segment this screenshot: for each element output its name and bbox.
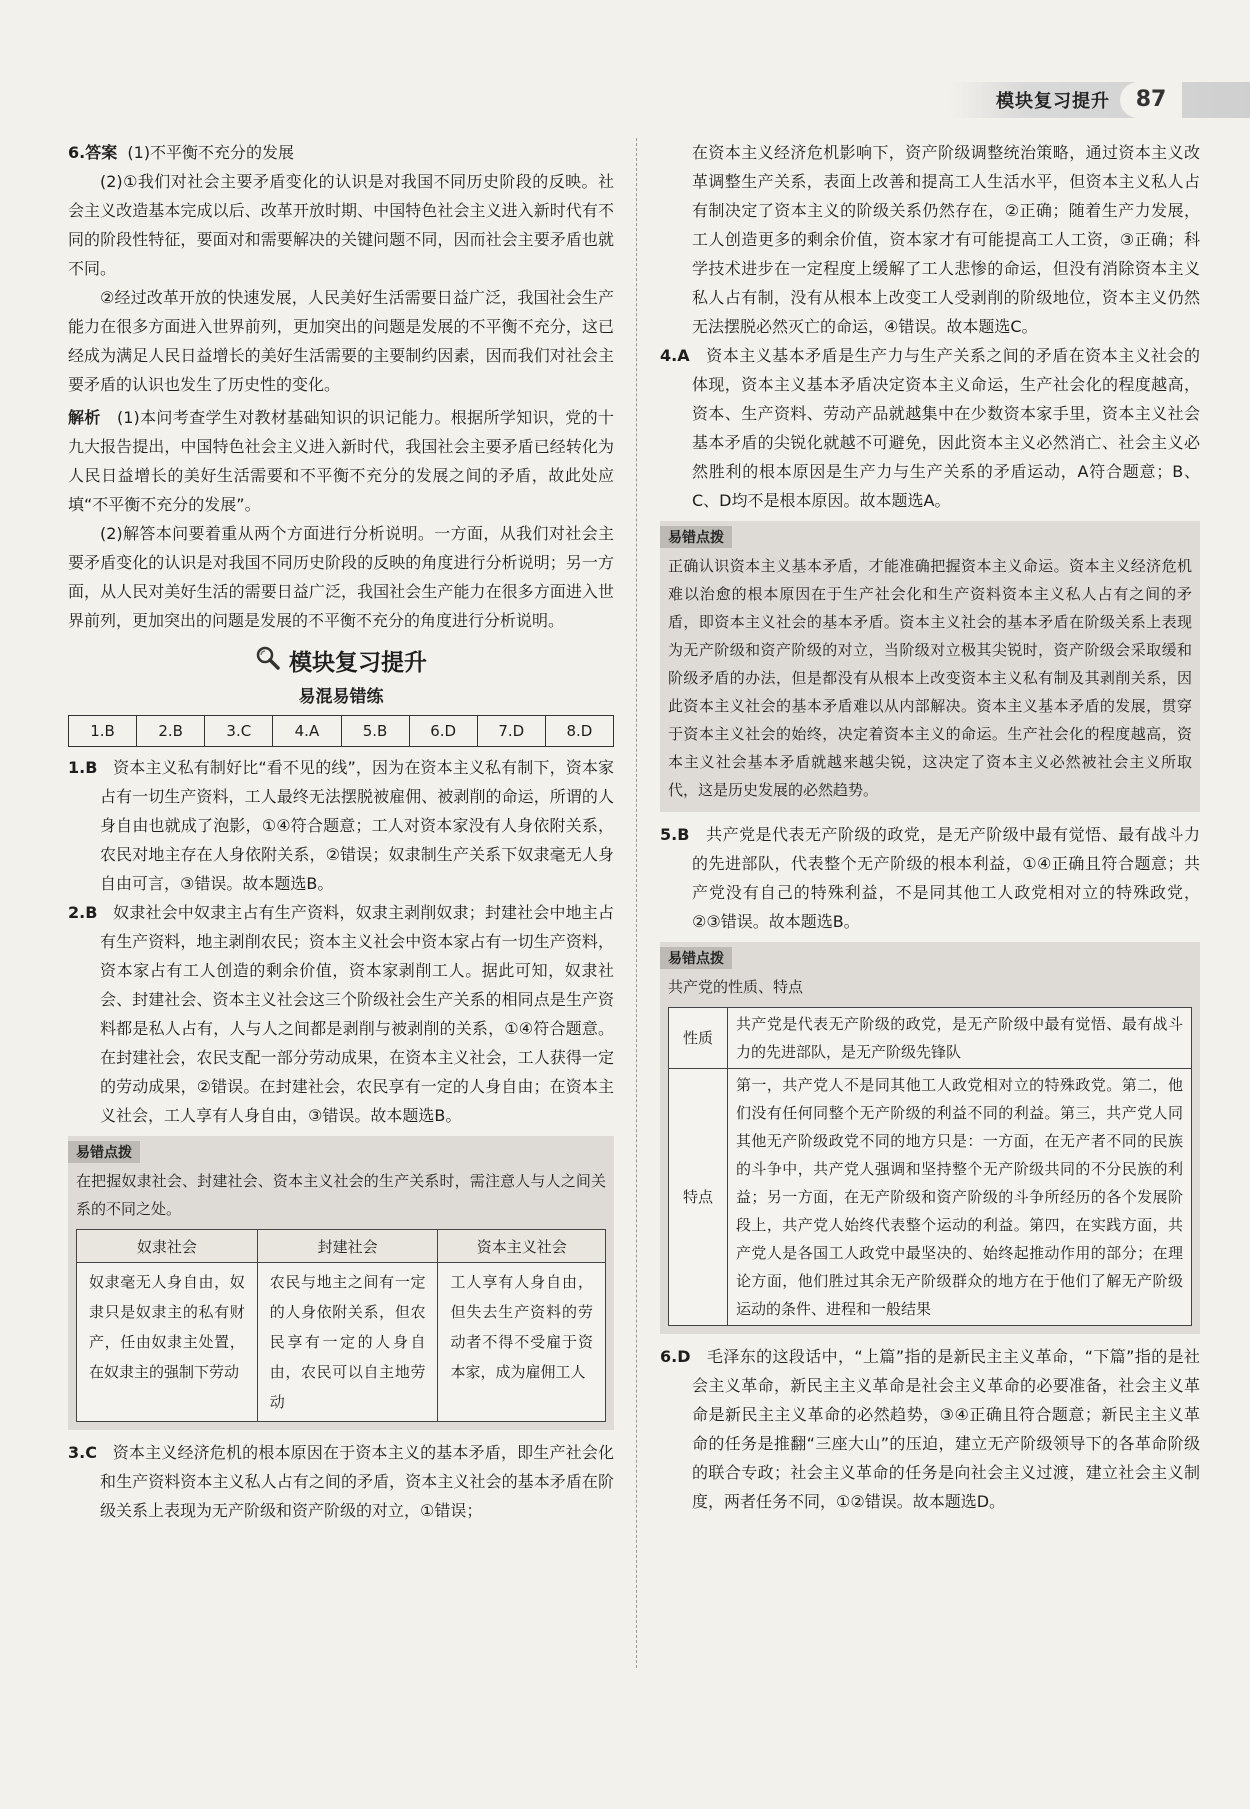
party-table [668,1007,1192,1326]
magnifier-icon [255,645,281,682]
answer-cell: 5.B [341,716,409,747]
comparison-table [76,1229,606,1422]
comparison-cell: 奴隶毫无人身自由，奴隶只是奴隶主的私有财产，任由奴隶主处置，在奴隶主的强制下劳动 [77,1263,258,1422]
column-divider [636,138,637,1668]
comparison-cell: 工人享有人身自由，但失去生产资料的劳动者不得不受雇于资本家，成为雇佣工人 [438,1263,606,1422]
answer-3-text: 资本主义经济危机的根本原因在于资本主义的基本矛盾，即生产社会化和生产资料资本主义私人占有之间的矛盾，资本主义社会的基本矛盾在阶级关系上表现为无产阶级和资产阶级的对立，①错误； [100,1443,614,1520]
answer-3 [68,1438,614,1525]
answer-3-continued: 在资本主义经济危机影响下，资产阶级调整统治策略，通过资本主义改革调整生产关系，表面上改善和提高工人生活水平，但资本主义私人占有制决定了资本主义的阶级关系仍然存在，②正确；随着生产力发展，工人创造更多的剩余价值，资本家才有可能提高工人工资，③正确；科学技术进步在一定程度上缓解了工人悲惨的命运，但没有消除资本主义私人占有制，没有从根本上改变工人受剥削的阶级地位，资本主义仍然无法摆脱必然灭亡的命运，④错误。故本题选C。 [692,143,1200,336]
party-feature-text: 第一，共产党人不是同其他工人政党相对立的特殊政党。第二，他们没有任何同整个无产阶级的利益不同的利益。第三，共产党人同其他无产阶级政党不同的地方只是：一方面，在无产者不同的民族的斗争中，共产党人强调和坚持整个无产阶级共同的不分民族的利益；另一方面，在无产阶级和资产阶级的斗争所经历的各个发展阶段上，共产党人始终代表整个运动的利益。第四，在实践方面，共产党人是各国工人政党中最坚决的、始终起推动作用的部分；在理论方面，他们胜过其余无产阶级群众的地方在于他们了解无产阶级运动的条件、进程和一般结果 [728,1069,1192,1326]
tip-text: 在把握奴隶社会、封建社会、资本主义社会的生产关系时，需注意人与人之间关系的不同之处。 [76,1172,606,1218]
tip-text: 正确认识资本主义基本矛盾，才能准确把握资本主义命运。资本主义经济危机难以治愈的根本原因在于生产社会化和生产资料资本主义私人占有之间的矛盾，即资本主义社会的基本矛盾。资本主义社会的基本矛盾在阶级关系上表现为无产阶级和资产阶级的对立，当阶级对立极其尖锐时，资产阶级会采取缓和阶级矛盾的办法，但是都没有从根本上改变资本主义私有制及其剥削关系，因此资本主义社会的基本矛盾难以从内部解决。资本主义基本矛盾的发展，贯穿于资本主义社会的始终，决定着资本主义的命运。生产社会化的程度越高，资本主义社会基本矛盾就越来越尖锐，这决定了资本主义必然被社会主义所取代，这是历史发展的必然趋势。 [668,557,1192,799]
q6-part2: (2)①我们对社会主要矛盾变化的认识是对我国不同历史阶段的反映。社会主义改造基本完成以后、改革开放时期、中国特色社会主义进入新时代有不同的阶段性特征，要面对和需要解决的关键问题不同，因而社会主要矛盾也就不同。 [68,172,614,278]
tip-tag: 易错点拨 [660,947,732,969]
tip-box-3 [660,942,1200,1334]
tip-box-1 [68,1136,614,1430]
answer-3-label: 3.C [68,1443,97,1462]
analysis-label: 解析 [68,408,101,427]
party-nature-text: 共产党是代表无产阶级的政党，是无产阶级中最有觉悟、最有战斗力的先进部队，是无产阶级先锋队 [728,1008,1192,1069]
tip-tag: 易错点拨 [660,526,732,548]
running-header [950,82,1250,118]
q6-analysis [68,403,614,519]
answer-4 [660,341,1200,515]
answer-6-text: 毛泽东的这段话中，“上篇”指的是新民主主义革命，“下篇”指的是社会主义革命，新民主主义革命是社会主义革命的必要准备，社会主义革命是新民主主义革命的必然趋势，③④正确且符合题意；新民主主义革命的任务是推翻“三座大山”的压迫，建立无产阶级领导下的各革命阶级的联合专政；社会主义革命的任务是向社会主义过渡，建立社会主义制度，两者任务不同，①②错误。故本题选D。 [692,1347,1200,1511]
comparison-cell: 农民与地主之间有一定的人身依附关系，但农民享有一定的人身自由，农民可以自主地劳动 [257,1263,438,1422]
answer-cell: 4.A [273,716,341,747]
tip-box-2 [660,521,1200,812]
comparison-header: 奴隶社会 [77,1230,258,1263]
answer-cell: 7.D [477,716,545,747]
page-number: 87 [1120,82,1182,118]
answer-table [68,715,614,747]
answer-cell: 3.C [205,716,273,747]
q6-label: 6.答案 [68,143,118,162]
answer-1 [68,753,614,898]
party-feature-label: 特点 [669,1069,728,1326]
answer-2-label: 2.B [68,903,98,922]
section-title [68,645,614,681]
right-column [660,138,1200,1516]
analysis-text-2: (2)解答本问要着重从两个方面进行分析说明。一方面，从我们对社会主要矛盾变化的认识是对我国不同历史阶段的反映的角度进行分析说明；另一方面，从人民对美好生活的需要日益广泛，我国社会生产能力在很多方面进入世界前列，更加突出的问题是发展的不平衡不充分的角度进行分析说明。 [68,524,614,630]
comparison-header: 封建社会 [257,1230,438,1263]
answer-cell: 2.B [137,716,205,747]
answer-5-text: 共产党是代表无产阶级的政党，是无产阶级中最有觉悟、最有战斗力的先进部队，代表整个无产阶级的根本利益，①④正确且符合题意；共产党没有自己的特殊利益，不是同其他工人政党相对立的特殊政党，②③错误。故本题选B。 [692,825,1200,931]
section-title-text: 模块复习提升 [289,650,427,676]
tip-text: 共产党的性质、特点 [668,978,804,996]
answer-5 [660,820,1200,936]
sub-title: 易混易错练 [298,687,384,707]
party-nature-label: 性质 [669,1008,728,1069]
answer-cell: 1.B [69,716,137,747]
header-title: 模块复习提升 [996,91,1110,112]
q6-answer [68,138,614,167]
analysis-text-1: (1)本问考查学生对教材基础知识的识记能力。根据所学知识，党的十九大报告提出，中国特色社会主义进入新时代，我国社会主要矛盾已经转化为人民日益增长的美好生活需要和不平衡不充分的发展之间的矛盾，故此处应填“不平衡不充分的发展”。 [68,408,614,514]
answer-4-text: 资本主义基本矛盾是生产力与生产关系之间的矛盾在资本主义社会的体现，资本主义基本矛盾决定资本主义命运，生产社会化的程度越高，资本、生产资料、劳动产品就越集中在少数资本家手里，资本主义社会基本矛盾的尖锐化就越不可避免，因此资本主义必然消亡、社会主义必然胜利的根本原因是生产力与生产关系的矛盾运动，A符合题意；B、C、D均不是根本原因。故本题选A。 [692,346,1200,510]
answer-2-text: 奴隶社会中奴隶主占有生产资料，奴隶主剥削奴隶；封建社会中地主占有生产资料，地主剥削农民；资本主义社会中资本家占有一切生产资料，资本家占有工人创造的剩余价值，资本家剥削工人。据此可知，奴隶社会、封建社会、资本主义社会这三个阶级社会生产关系的相同点是生产资料都是私人占有，人与人之间都是剥削与被剥削的关系，①④符合题意。在封建社会，农民支配一部分劳动成果，在资本主义社会，工人获得一定的劳动成果，②错误。在封建社会，农民享有一定的人身自由；在资本主义社会，工人享有人身自由，③错误。故本题选B。 [100,903,614,1125]
answer-cell: 8.D [545,716,613,747]
q6-part3: ②经过改革开放的快速发展，人民美好生活需要日益广泛，我国社会生产能力在很多方面进入世界前列，更加突出的问题是发展的不平衡不充分，这已经成为满足人民日益增长的美好生活需要的主要制约因素，因而我们对社会主要矛盾的认识也发生了历史性的变化。 [68,288,614,394]
answer-1-text: 资本主义私有制好比“看不见的线”，因为在资本主义私有制下，资本家占有一切生产资料，工人最终无法摆脱被雇佣、被剥削的命运，所谓的人身自由也就成了泡影，①④符合题意；工人对资本家没有人身依附关系，农民对地主存在人身依附关系，②错误；奴隶制生产关系下奴隶毫无人身自由可言，③错误。故本题选B。 [100,758,614,893]
tip-tag: 易错点拨 [68,1141,140,1163]
answer-6 [660,1342,1200,1516]
left-column [68,138,614,1525]
answer-cell: 6.D [409,716,477,747]
answer-4-label: 4.A [660,346,690,365]
comparison-header: 资本主义社会 [438,1230,606,1263]
answer-2 [68,898,614,1130]
answer-5-label: 5.B [660,825,690,844]
answer-1-label: 1.B [68,758,98,777]
q6-part1: (1)不平衡不充分的发展 [127,143,295,162]
answer-6-label: 6.D [660,1347,691,1366]
